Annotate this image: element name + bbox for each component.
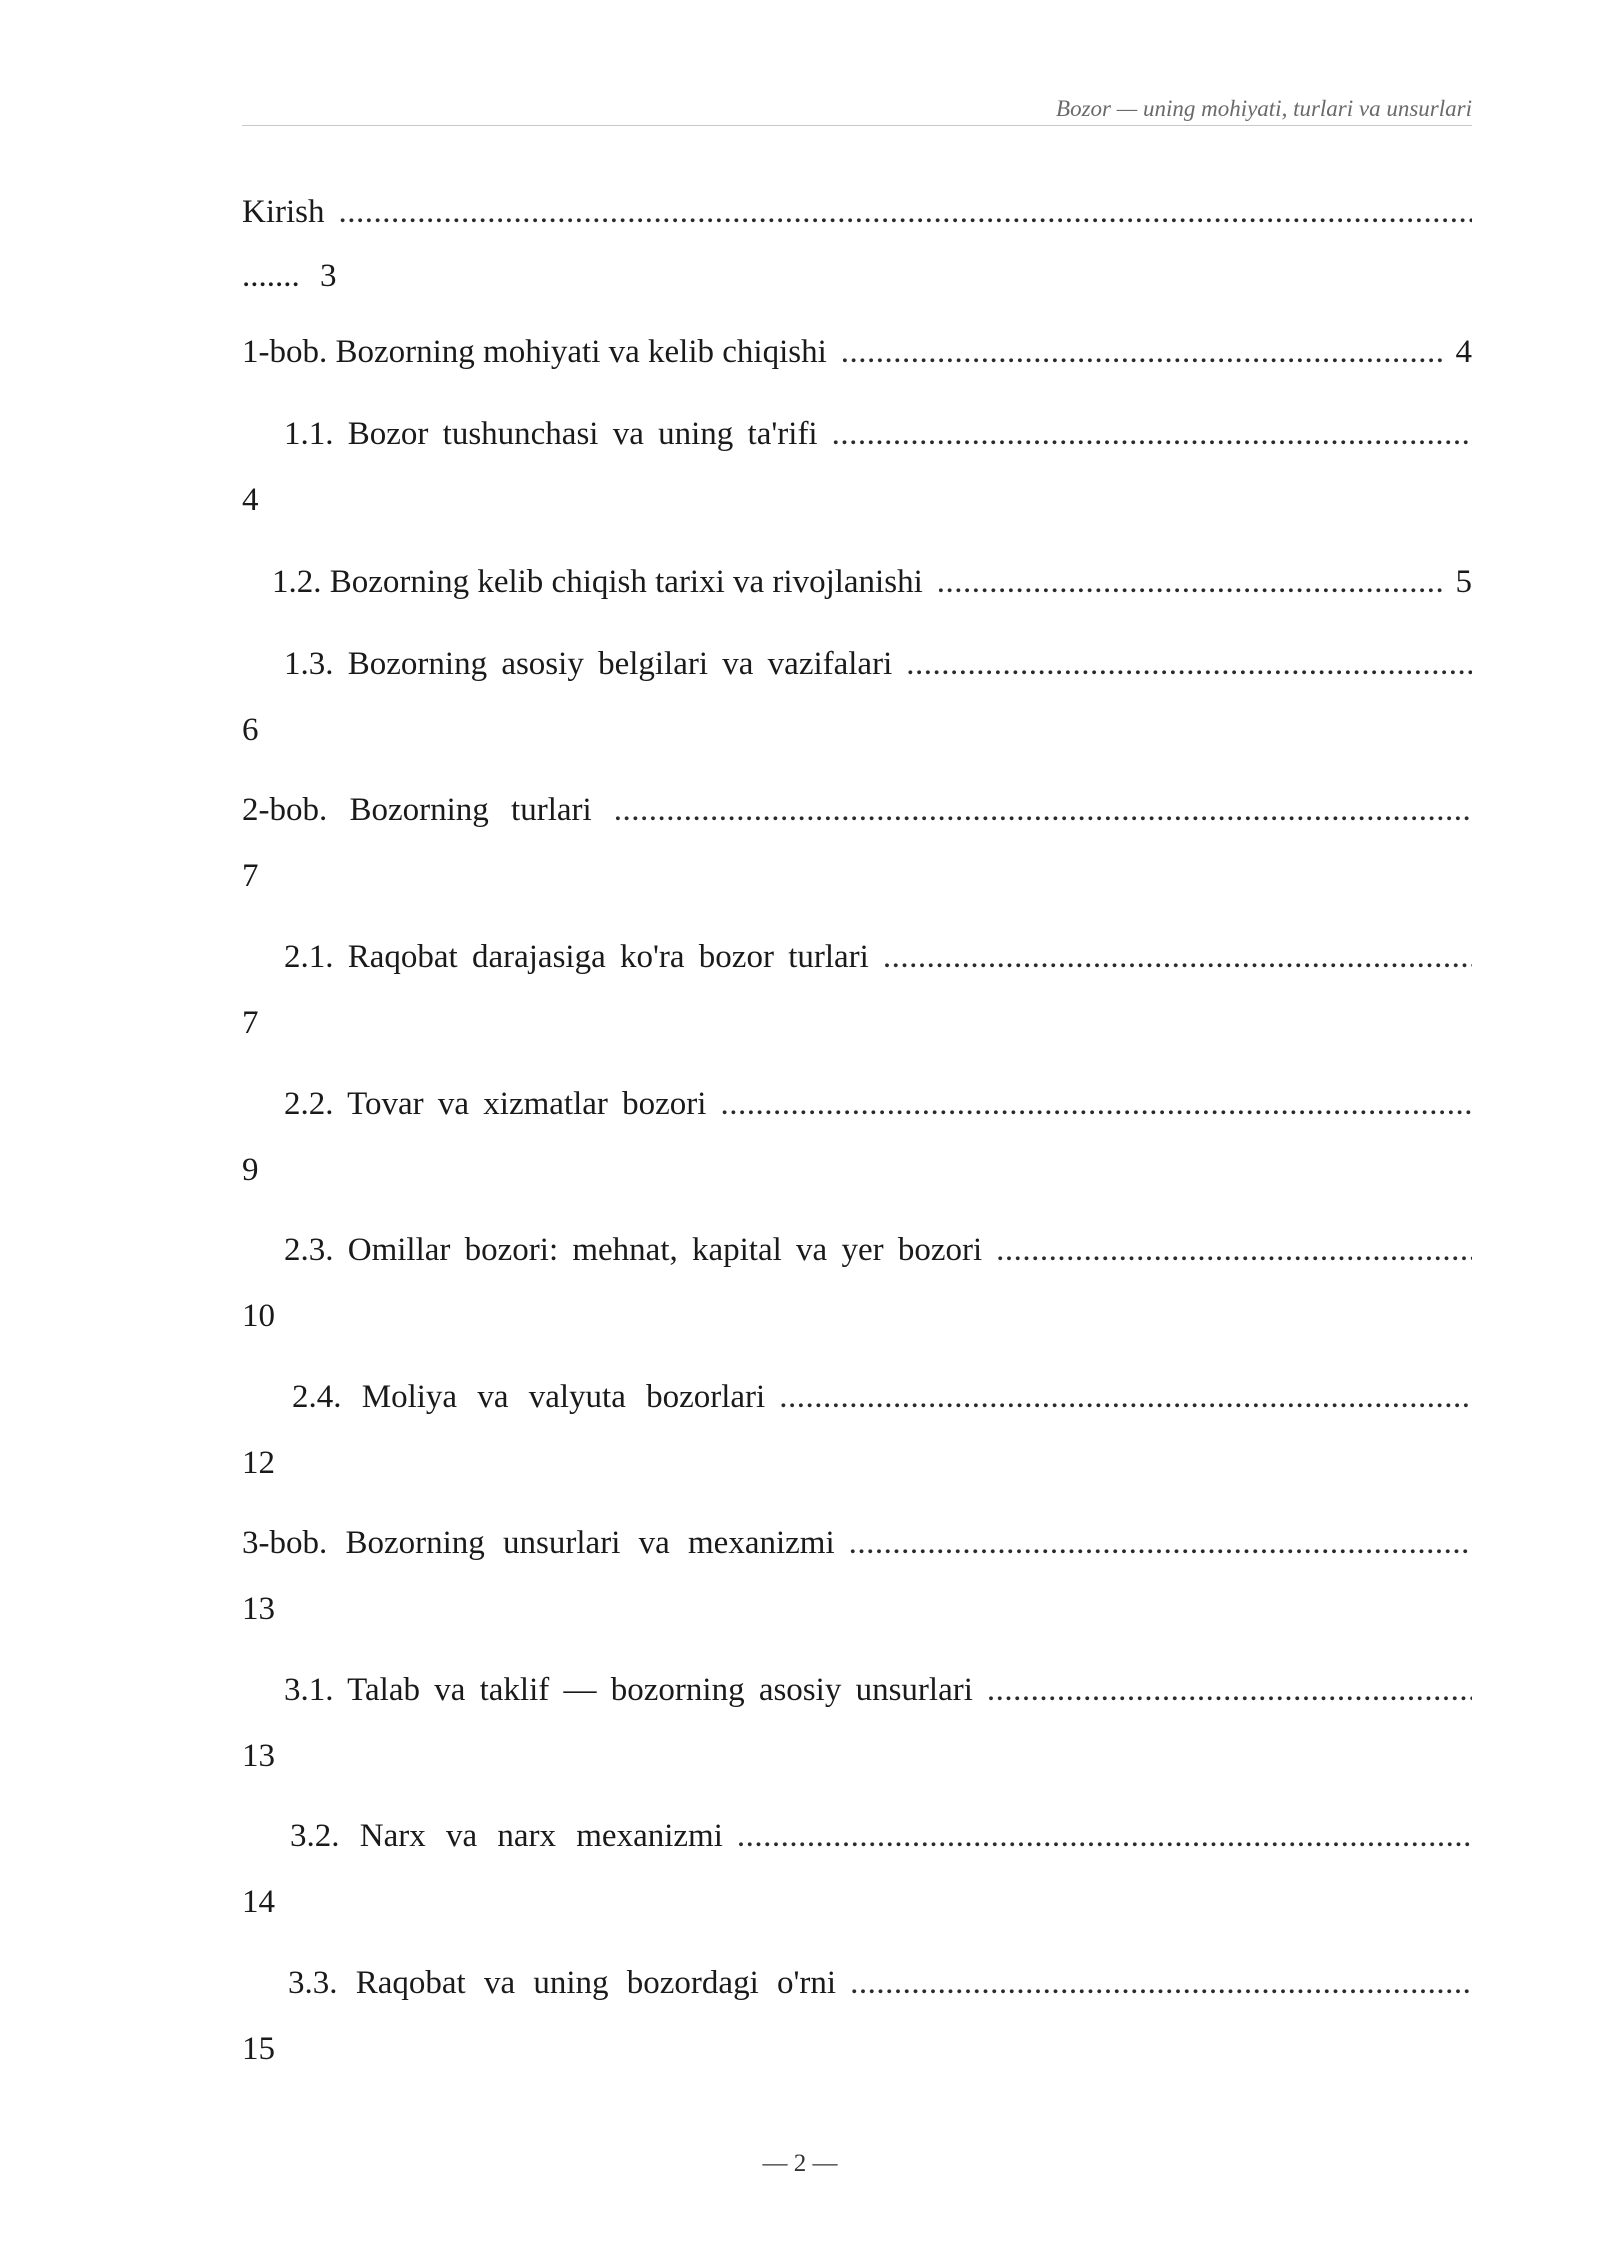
toc-entry-page: 7 xyxy=(242,858,259,894)
toc-entry-page: 15 xyxy=(242,2031,275,2067)
toc-entry-1-3[interactable] xyxy=(242,642,1472,752)
toc-entry-2-1[interactable] xyxy=(242,935,1472,1045)
toc-entry-page: 5 xyxy=(1455,564,1472,600)
toc-leader-dots xyxy=(832,412,1472,456)
toc-leader-dots xyxy=(339,190,1473,234)
toc-entry-title: 3.3. Raqobat va uning bozordagi o'rni xyxy=(288,1965,837,2001)
toc-entry-title: 2.2. Tovar va xizmatlar bozori xyxy=(284,1086,707,1122)
toc-entry-chapter-3[interactable] xyxy=(242,1521,1472,1631)
toc-leader-dots xyxy=(841,330,1442,374)
toc-leader-dots xyxy=(720,1082,1472,1126)
toc-leader-dots xyxy=(614,788,1472,832)
toc-entry-kirish[interactable] xyxy=(242,190,1472,298)
toc-leader-dots xyxy=(850,1961,1472,2005)
toc-entry-page: 6 xyxy=(242,712,259,748)
header-rule xyxy=(242,125,1472,126)
toc-leader-dots xyxy=(849,1521,1472,1565)
toc-entry-2-2[interactable] xyxy=(242,1082,1472,1192)
toc-entry-page: 12 xyxy=(242,1445,275,1481)
toc-entry-2-4[interactable] xyxy=(242,1375,1472,1485)
toc-entry-page: 4 xyxy=(242,482,259,518)
toc-entry-3-2[interactable] xyxy=(242,1814,1472,1924)
toc-entry-page: 7 xyxy=(242,1005,259,1041)
toc-entry-page: 3 xyxy=(320,258,337,294)
toc-entry-title: 3.2. Narx va narx mexanizmi xyxy=(290,1818,723,1854)
toc-entry-page: 4 xyxy=(1455,334,1472,370)
toc-entry-1-2[interactable] xyxy=(242,560,1472,604)
toc-leader-dots xyxy=(996,1228,1472,1272)
toc-entry-title: 2.4. Moliya va valyuta bozorlari xyxy=(292,1379,766,1415)
toc-entry-title: 1.2. Bozorning kelib chiqish tarixi va rivojlanishi xyxy=(272,564,923,600)
toc-entry-2-3[interactable] xyxy=(242,1228,1472,1338)
toc-leader-dots xyxy=(737,1814,1472,1858)
toc-entry-chapter-2[interactable] xyxy=(242,788,1472,898)
page-number: — 2 — xyxy=(762,2150,838,2177)
running-header: Bozor — uning mohiyati, turlari va unsurlari xyxy=(1056,96,1472,121)
toc-leader-dots xyxy=(779,1375,1472,1419)
toc-entry-page: 13 xyxy=(242,1738,275,1774)
toc-entry-page: 13 xyxy=(242,1591,275,1627)
toc-entry-title: 1.1. Bozor tushunchasi va uning ta'rifi xyxy=(284,416,818,452)
toc-entry-title: 2.3. Omillar bozori: mehnat, kapital va yer bozori xyxy=(284,1232,983,1268)
toc-entry-page: 10 xyxy=(242,1298,275,1334)
toc-entry-title: Kirish xyxy=(242,194,325,230)
toc-entry-title: 3.1. Talab va taklif — bozorning asosiy unsurlari xyxy=(284,1672,973,1708)
toc-entry-3-3[interactable] xyxy=(242,1961,1472,2071)
toc-leader-dots xyxy=(987,1668,1472,1712)
toc-entry-title: 1-bob. Bozorning mohiyati va kelib chiqishi xyxy=(242,334,827,370)
toc-entry-title: 2-bob. Bozorning turlari xyxy=(242,792,592,828)
toc-leader-dots xyxy=(937,560,1442,604)
toc-leader-dots xyxy=(883,935,1472,979)
toc-entry-chapter-1[interactable] xyxy=(242,330,1472,374)
toc-leader-dots-continued: ....... xyxy=(242,258,300,294)
toc-entry-page: 14 xyxy=(242,1884,275,1920)
toc-entry-title: 3-bob. Bozorning unsurlari va mexanizmi xyxy=(242,1525,835,1561)
toc-entry-title: 1.3. Bozorning asosiy belgilari va vazifalari xyxy=(284,646,893,682)
toc-leader-dots xyxy=(906,642,1472,686)
toc-entry-3-1[interactable] xyxy=(242,1668,1472,1778)
toc-entry-title: 2.1. Raqobat darajasiga ko'ra bozor turlari xyxy=(284,939,869,975)
toc-entry-1-1[interactable] xyxy=(242,412,1472,522)
toc-entry-page: 9 xyxy=(242,1152,259,1188)
